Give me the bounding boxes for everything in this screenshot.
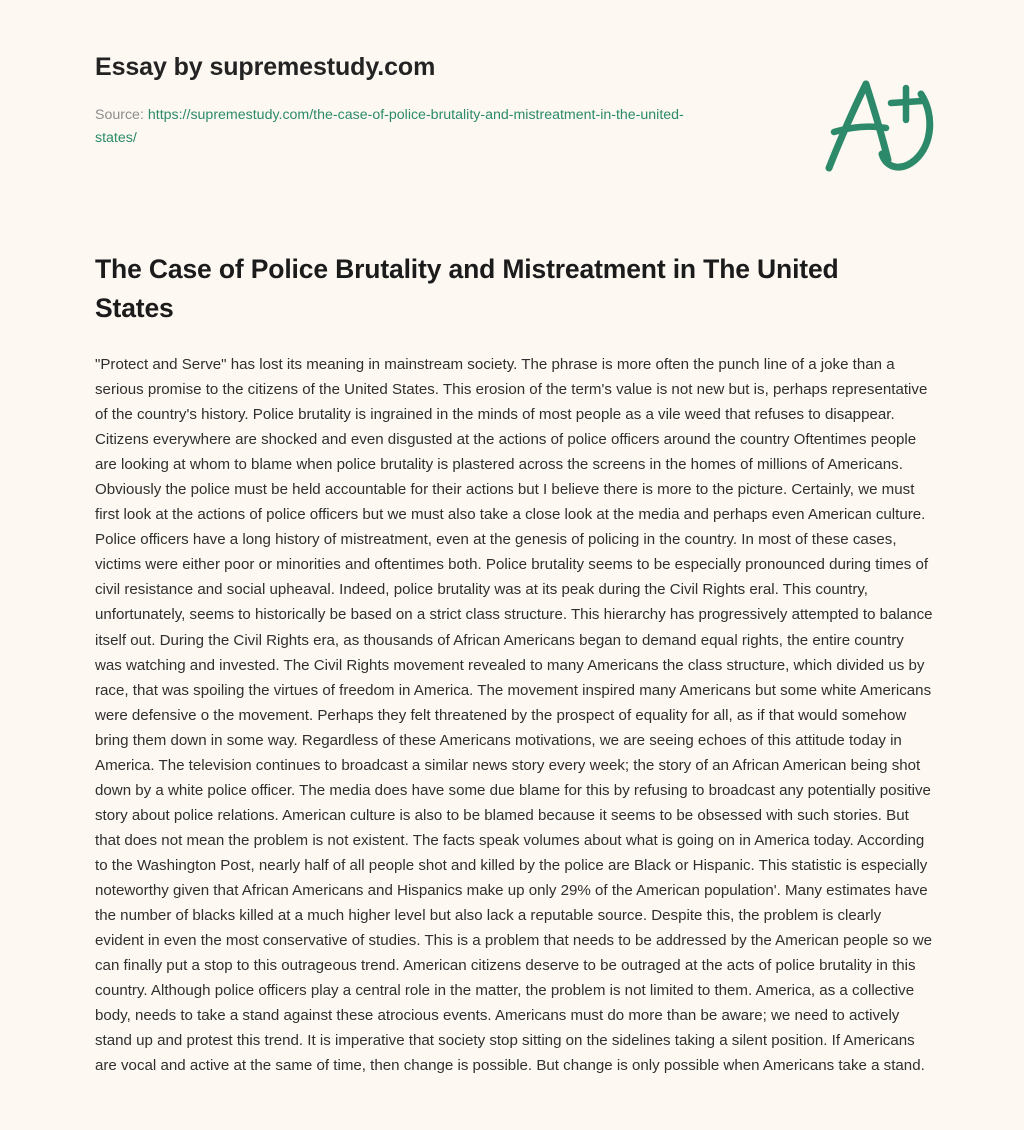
essay-body-text: "Protect and Serve" has lost its meaning in mainstream society. The phrase is more often the punch line of a joke than a serious promise to the citizens of the United States. This erosion of the term's value is not new but is, perhaps representative of the country's history. Police brutality is ingrained in the minds of most people as a vile weed that refuses to disappear. Citizens everywhere are shocked and even disgusted at the actions of police officers around the country Oftentimes people are looking at whom to blame when police brutality is plastered across the screens in the homes of millions of Americans. Obviously the police must be held accountable for their actions but I believe there is more to the picture. Certainly, we must first look at the actions of police officers but we must also take a close look at the media and perhaps even American culture. Police officers have a long history of mistreatment, even at the genesis of policing in the country. In most of these cases, victims were either poor or minorities and oftentimes both. Police brutality seems to be especially pronounced during times of civil resistance and social upheaval. Indeed, police brutality was at its peak during the Civil Rights eral. This country, unfortunately, seems to historically be based on a strict class structure. This hierarchy has progressively attempted to balance itself out. During the Civil Rights era, as thousands of African Americans began to demand equal rights, the entire country was watching and invested. The Civil Rights movement revealed to many Americans the class structure, which divided us by race, that was spoiling the virtues of freedom in America. The movement inspired many Americans but some white Americans were defensive o the movement. Perhaps they felt threatened by the prospect of equality for all, as if that would somehow bring them down in some way. Regardless of these Americans motivations, we are seeing echoes of this attitude today in America. The television continues to broadcast a similar news story every week; the story of an African American being shot down by a white police officer. The media does have some due blame for this by refusing to broadcast any potentially positive story about police relations. American culture is also to be blamed because it seems to be obsessed with such stories. But that does not mean the problem is not existent. The facts speak volumes about what is going on in America today. According to the Washington Post, nearly half of all people shot and killed by the police are Black or Hispanic. This statistic is especially noteworthy given that African Americans and Hispanics make up only 29% of the American population'. Many estimates have the number of blacks killed at a much higher level but also lack a reputable source. Despite this, the problem is clearly evident in even the most conservative of studies. This is a problem that needs to be addressed by the American people so we can finally put a stop to this outrageous trend. American citizens deserve to be outraged at the acts of police brutality in this country. Although police officers play a central role in the matter, the problem is not limited to them. America, as a collective body, needs to take a stand against these atrocious events. Americans must do more than be aware; we need to actively stand up and protest this trend. It is imperative that society stop sitting on the sidelines taking a silent position. If Americans are vocal and active at the same of time, then change is possible. But change is only possible when Americans take a stand. (95, 356, 933, 1075)
source-line (95, 104, 695, 150)
a-plus-logo-icon (818, 70, 940, 178)
source-label: Source: (95, 107, 144, 123)
document-header (95, 52, 935, 150)
page-title: The Case of Police Brutality and Mistreatment in The United States (95, 254, 839, 323)
site-heading: Essay by supremestudy.com (95, 53, 436, 81)
source-url-link[interactable]: https://supremestudy.com/the-case-of-police-brutality-and-mistreatment-in-the-united-states/ (95, 107, 684, 146)
